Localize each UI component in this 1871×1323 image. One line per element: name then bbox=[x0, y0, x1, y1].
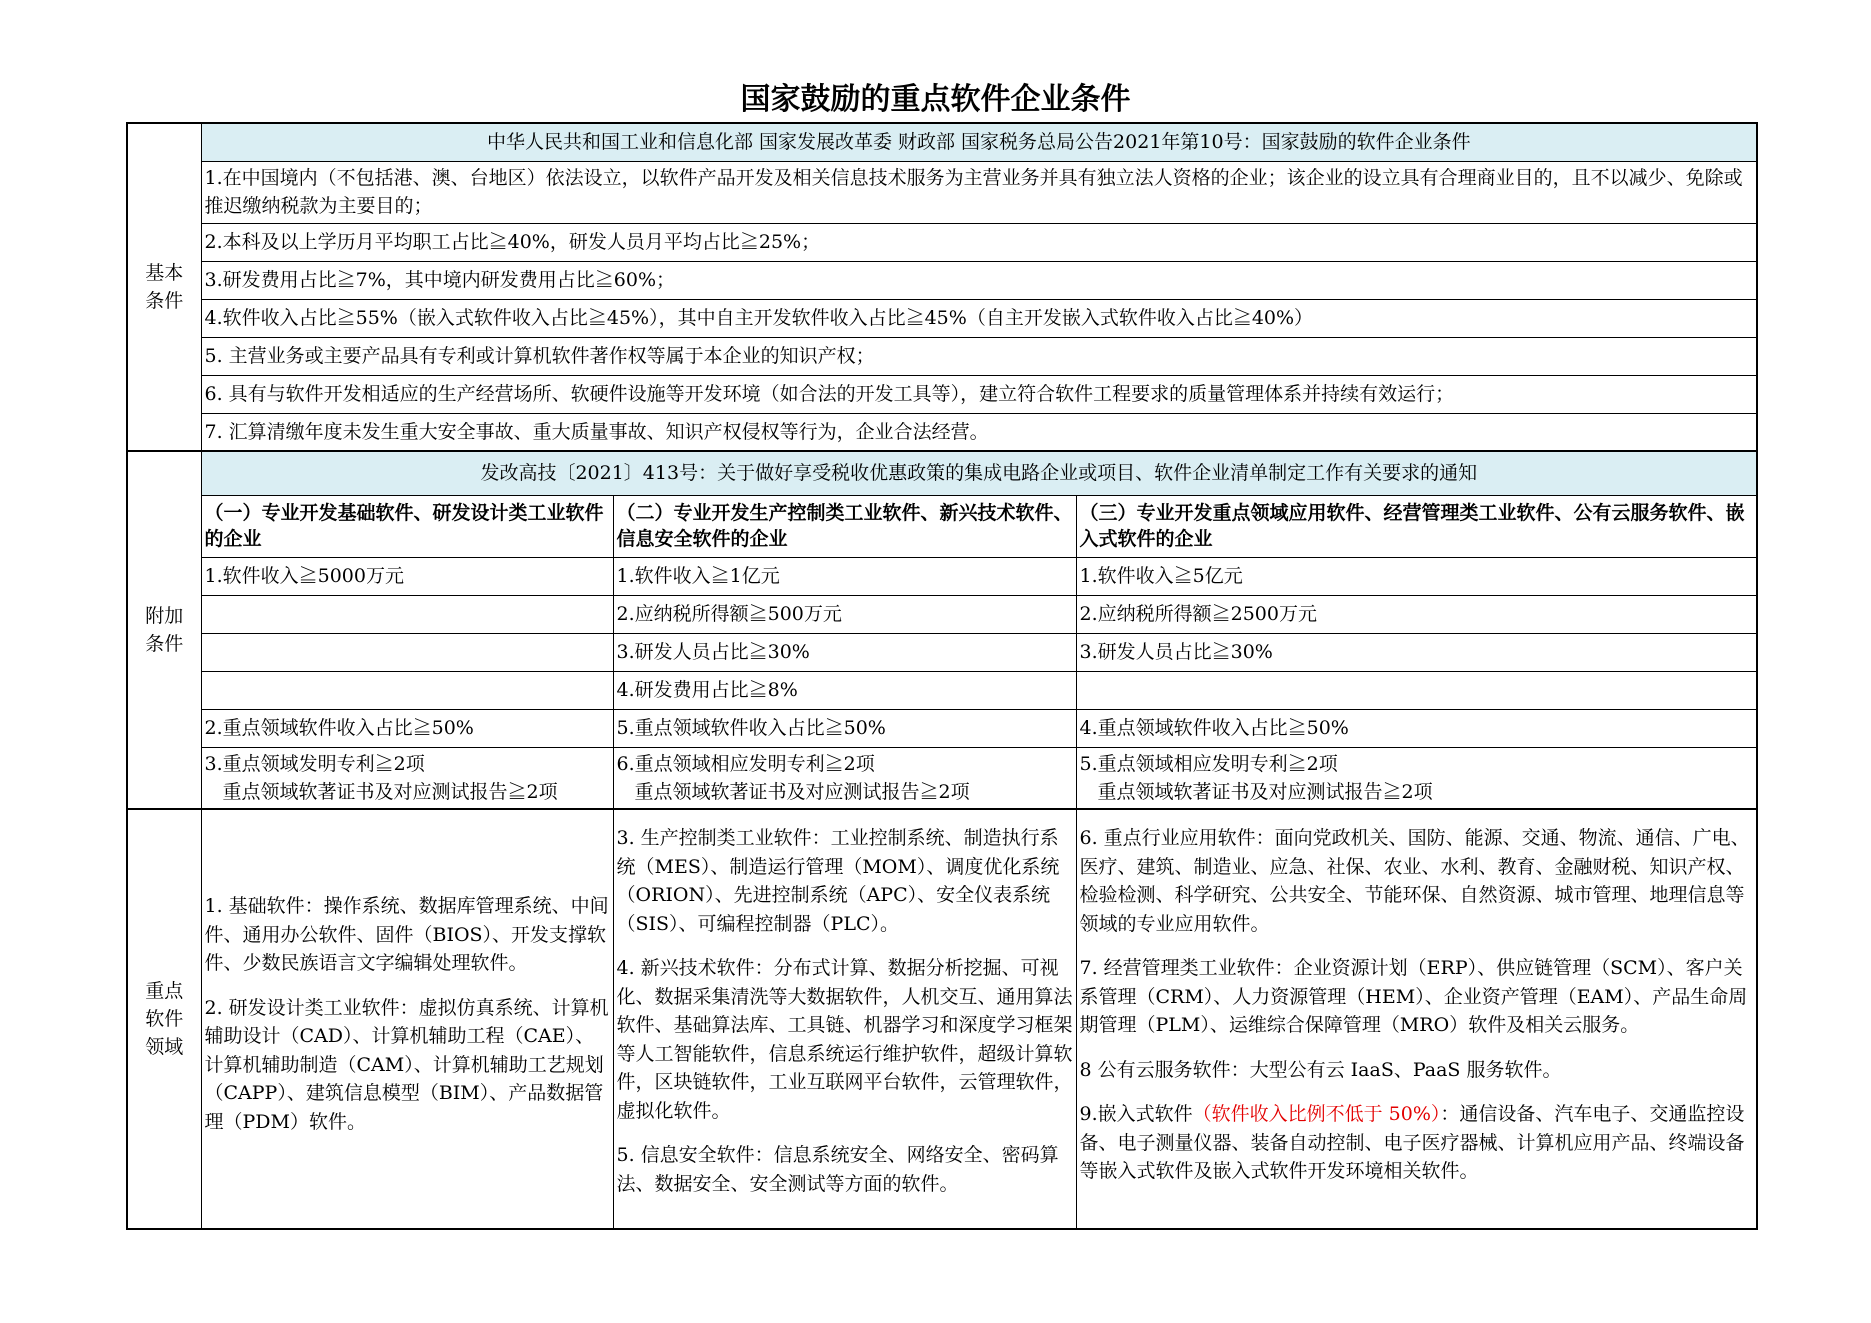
key-field-paragraph: 7. 经营管理类工业软件：企业资源计划（ERP）、供应链管理（SCM）、客户关系管理（CRM）、人力资源管理（HEM）、企业资产管理（EAM）、产品生命周期管理（PLM）、运维综合保障管理（MRO）软件及相关云服务。 bbox=[1079, 957, 1748, 1036]
additional-cell: 1.软件收入≧5000万元 bbox=[201, 557, 613, 595]
additional-cell: 2.应纳税所得额≧2500万元 bbox=[1076, 595, 1757, 633]
additional-cell: 1.软件收入≧5亿元 bbox=[1076, 557, 1757, 595]
basic-item-7: 7. 汇算清缴年度未发生重大安全事故、重大质量事故、知识产权侵权等行为，企业合法经营。 bbox=[201, 413, 1757, 451]
key-field-paragraph: 2. 研发设计类工业软件：虚拟仿真系统、计算机辅助设计（CAD）、计算机辅助工程（CAE）、计算机辅助制造（CAM）、计算机辅助工艺规划（CAPP）、建筑信息模型（BIM）、产品数据管理（PDM）软件。 bbox=[204, 996, 609, 1133]
section-label-additional bbox=[127, 451, 201, 809]
additional-cell bbox=[201, 595, 613, 633]
additional-header: 发改高技〔2021〕413号：关于做好享受税收优惠政策的集成电路企业或项目、软件企业清单制定工作有关要求的通知 bbox=[201, 451, 1757, 495]
conditions-table bbox=[126, 122, 1758, 1230]
additional-cell: 1.软件收入≧1亿元 bbox=[613, 557, 1076, 595]
additional-col-header-1: （一）专业开发基础软件、研发设计类工业软件的企业 bbox=[201, 495, 613, 557]
key-fields-col-1 bbox=[201, 809, 613, 1229]
embedded-prefix: 9.嵌入式软件 bbox=[1079, 1103, 1193, 1125]
key-field-paragraph: 6. 重点行业应用软件：面向党政机关、国防、能源、交通、物流、通信、广电、医疗、建筑、制造业、应急、社保、农业、水利、教育、金融财税、知识产权、检验检测、科学研究、公共安全、节能环保、自然资源、城市管理、地理信息等领域的专业应用软件。 bbox=[1079, 827, 1750, 935]
patent-cell-3 bbox=[1076, 747, 1757, 809]
basic-item-4: 4.软件收入占比≧55%（嵌入式软件收入占比≧45%），其中自主开发软件收入占比≧45%（自主开发嵌入式软件收入占比≧40%） bbox=[201, 299, 1757, 337]
embedded-suffix: ：通信设备、汽车电子、交通监控设备、电子测量仪器、装备自动控制、电子医疗器械、计算机应用产品、终端设备等嵌入式软件及嵌入式软件开发环境相关软件。 bbox=[1079, 1103, 1745, 1182]
key-fields-col-2 bbox=[613, 809, 1076, 1229]
key-field-paragraph: 5. 信息安全软件：信息系统安全、网络安全、密码算法、数据安全、安全测试等方面的软件。 bbox=[616, 1144, 1059, 1195]
basic-item-3: 3.研发费用占比≧7%，其中境内研发费用占比≧60%； bbox=[201, 261, 1757, 299]
patent-line: 重点领域软著证书及对应测试报告≧2项 bbox=[222, 780, 558, 803]
key-field-paragraph: 3. 生产控制类工业软件：工业控制系统、制造执行系统（MES）、制造运行管理（MOM）、调度优化系统（ORION）、先进控制系统（APC）、安全仪表系统（SIS）、可编程控制器（PLC）。 bbox=[616, 827, 1060, 935]
patent-line: 5.重点领域相应发明专利≧2项 bbox=[1079, 752, 1338, 775]
additional-cell: 2.重点领域软件收入占比≧50% bbox=[201, 709, 613, 747]
patent-line: 重点领域软著证书及对应测试报告≧2项 bbox=[634, 780, 970, 803]
additional-col-header-2: （二）专业开发生产控制类工业软件、新兴技术软件、信息安全软件的企业 bbox=[613, 495, 1076, 557]
patent-line: 3.重点领域发明专利≧2项 bbox=[204, 752, 425, 775]
page-title: 国家鼓励的重点软件企业条件 bbox=[740, 82, 1131, 117]
additional-cell: 5.重点领域软件收入占比≧50% bbox=[613, 709, 1076, 747]
key-field-paragraph-embedded bbox=[1080, 1100, 1754, 1186]
embedded-highlight: （软件收入比例不低于 50%） bbox=[1192, 1103, 1441, 1125]
section-label-text: 重点 软件 领域 bbox=[145, 980, 184, 1058]
additional-cell: 3.研发人员占比≧30% bbox=[613, 633, 1076, 671]
patent-cell-1 bbox=[201, 747, 613, 809]
section-label-text: 基本 条件 bbox=[145, 262, 184, 312]
additional-cell: 4.研发费用占比≧8% bbox=[613, 671, 1076, 709]
basic-header: 中华人民共和国工业和信息化部 国家发展改革委 财政部 国家税务总局公告2021年第10号：国家鼓励的软件企业条件 bbox=[201, 123, 1757, 161]
key-field-paragraph: 1. 基础软件：操作系统、数据库管理系统、中间件、通用办公软件、固件（BIOS）、开发支撑软件、少数民族语言文字编辑处理软件。 bbox=[204, 895, 609, 974]
section-label-text: 附加 条件 bbox=[145, 605, 184, 655]
key-field-paragraph: 4. 新兴技术软件：分布式计算、数据分析挖掘、可视化、数据采集清洗等大数据软件，人机交互、通用算法软件、基础算法库、工具链、机器学习和深度学习框架等人工智能软件，信息系统运行维护软件，超级计算软件，区块链软件，工业互联网平台软件，云管理软件，虚拟化软件。 bbox=[616, 957, 1073, 1122]
key-fields-col-3 bbox=[1076, 809, 1757, 1229]
additional-col-header-3: （三）专业开发重点领域应用软件、经营管理类工业软件、公有云服务软件、嵌入式软件的企业 bbox=[1076, 495, 1757, 557]
key-field-paragraph: 8 公有云服务软件：大型公有云 IaaS、PaaS 服务软件。 bbox=[1079, 1058, 1562, 1081]
section-label-key-fields bbox=[127, 809, 201, 1229]
additional-cell bbox=[1076, 671, 1757, 709]
additional-cell: 3.研发人员占比≧30% bbox=[1076, 633, 1757, 671]
additional-cell bbox=[201, 671, 613, 709]
basic-item-1: 1.在中国境内（不包括港、澳、台地区）依法设立，以软件产品开发及相关信息技术服务为主营业务并具有独立法人资格的企业；该企业的设立具有合理商业目的，且不以减少、免除或推迟缴纳税款为主要目的； bbox=[201, 161, 1757, 223]
basic-item-5: 5. 主营业务或主要产品具有专利或计算机软件著作权等属于本企业的知识产权； bbox=[201, 337, 1757, 375]
section-label-basic bbox=[127, 123, 201, 451]
additional-cell: 4.重点领域软件收入占比≧50% bbox=[1076, 709, 1757, 747]
additional-cell: 2.应纳税所得额≧500万元 bbox=[613, 595, 1076, 633]
basic-item-6: 6. 具有与软件开发相适应的生产经营场所、软硬件设施等开发环境（如合法的开发工具等），建立符合软件工程要求的质量管理体系并持续有效运行； bbox=[201, 375, 1757, 413]
patent-cell-2 bbox=[613, 747, 1076, 809]
additional-cell bbox=[201, 633, 613, 671]
patent-line: 重点领域软著证书及对应测试报告≧2项 bbox=[1097, 780, 1433, 803]
patent-line: 6.重点领域相应发明专利≧2项 bbox=[616, 752, 875, 775]
basic-item-2: 2.本科及以上学历月平均职工占比≧40%，研发人员月平均占比≧25%； bbox=[201, 223, 1757, 261]
